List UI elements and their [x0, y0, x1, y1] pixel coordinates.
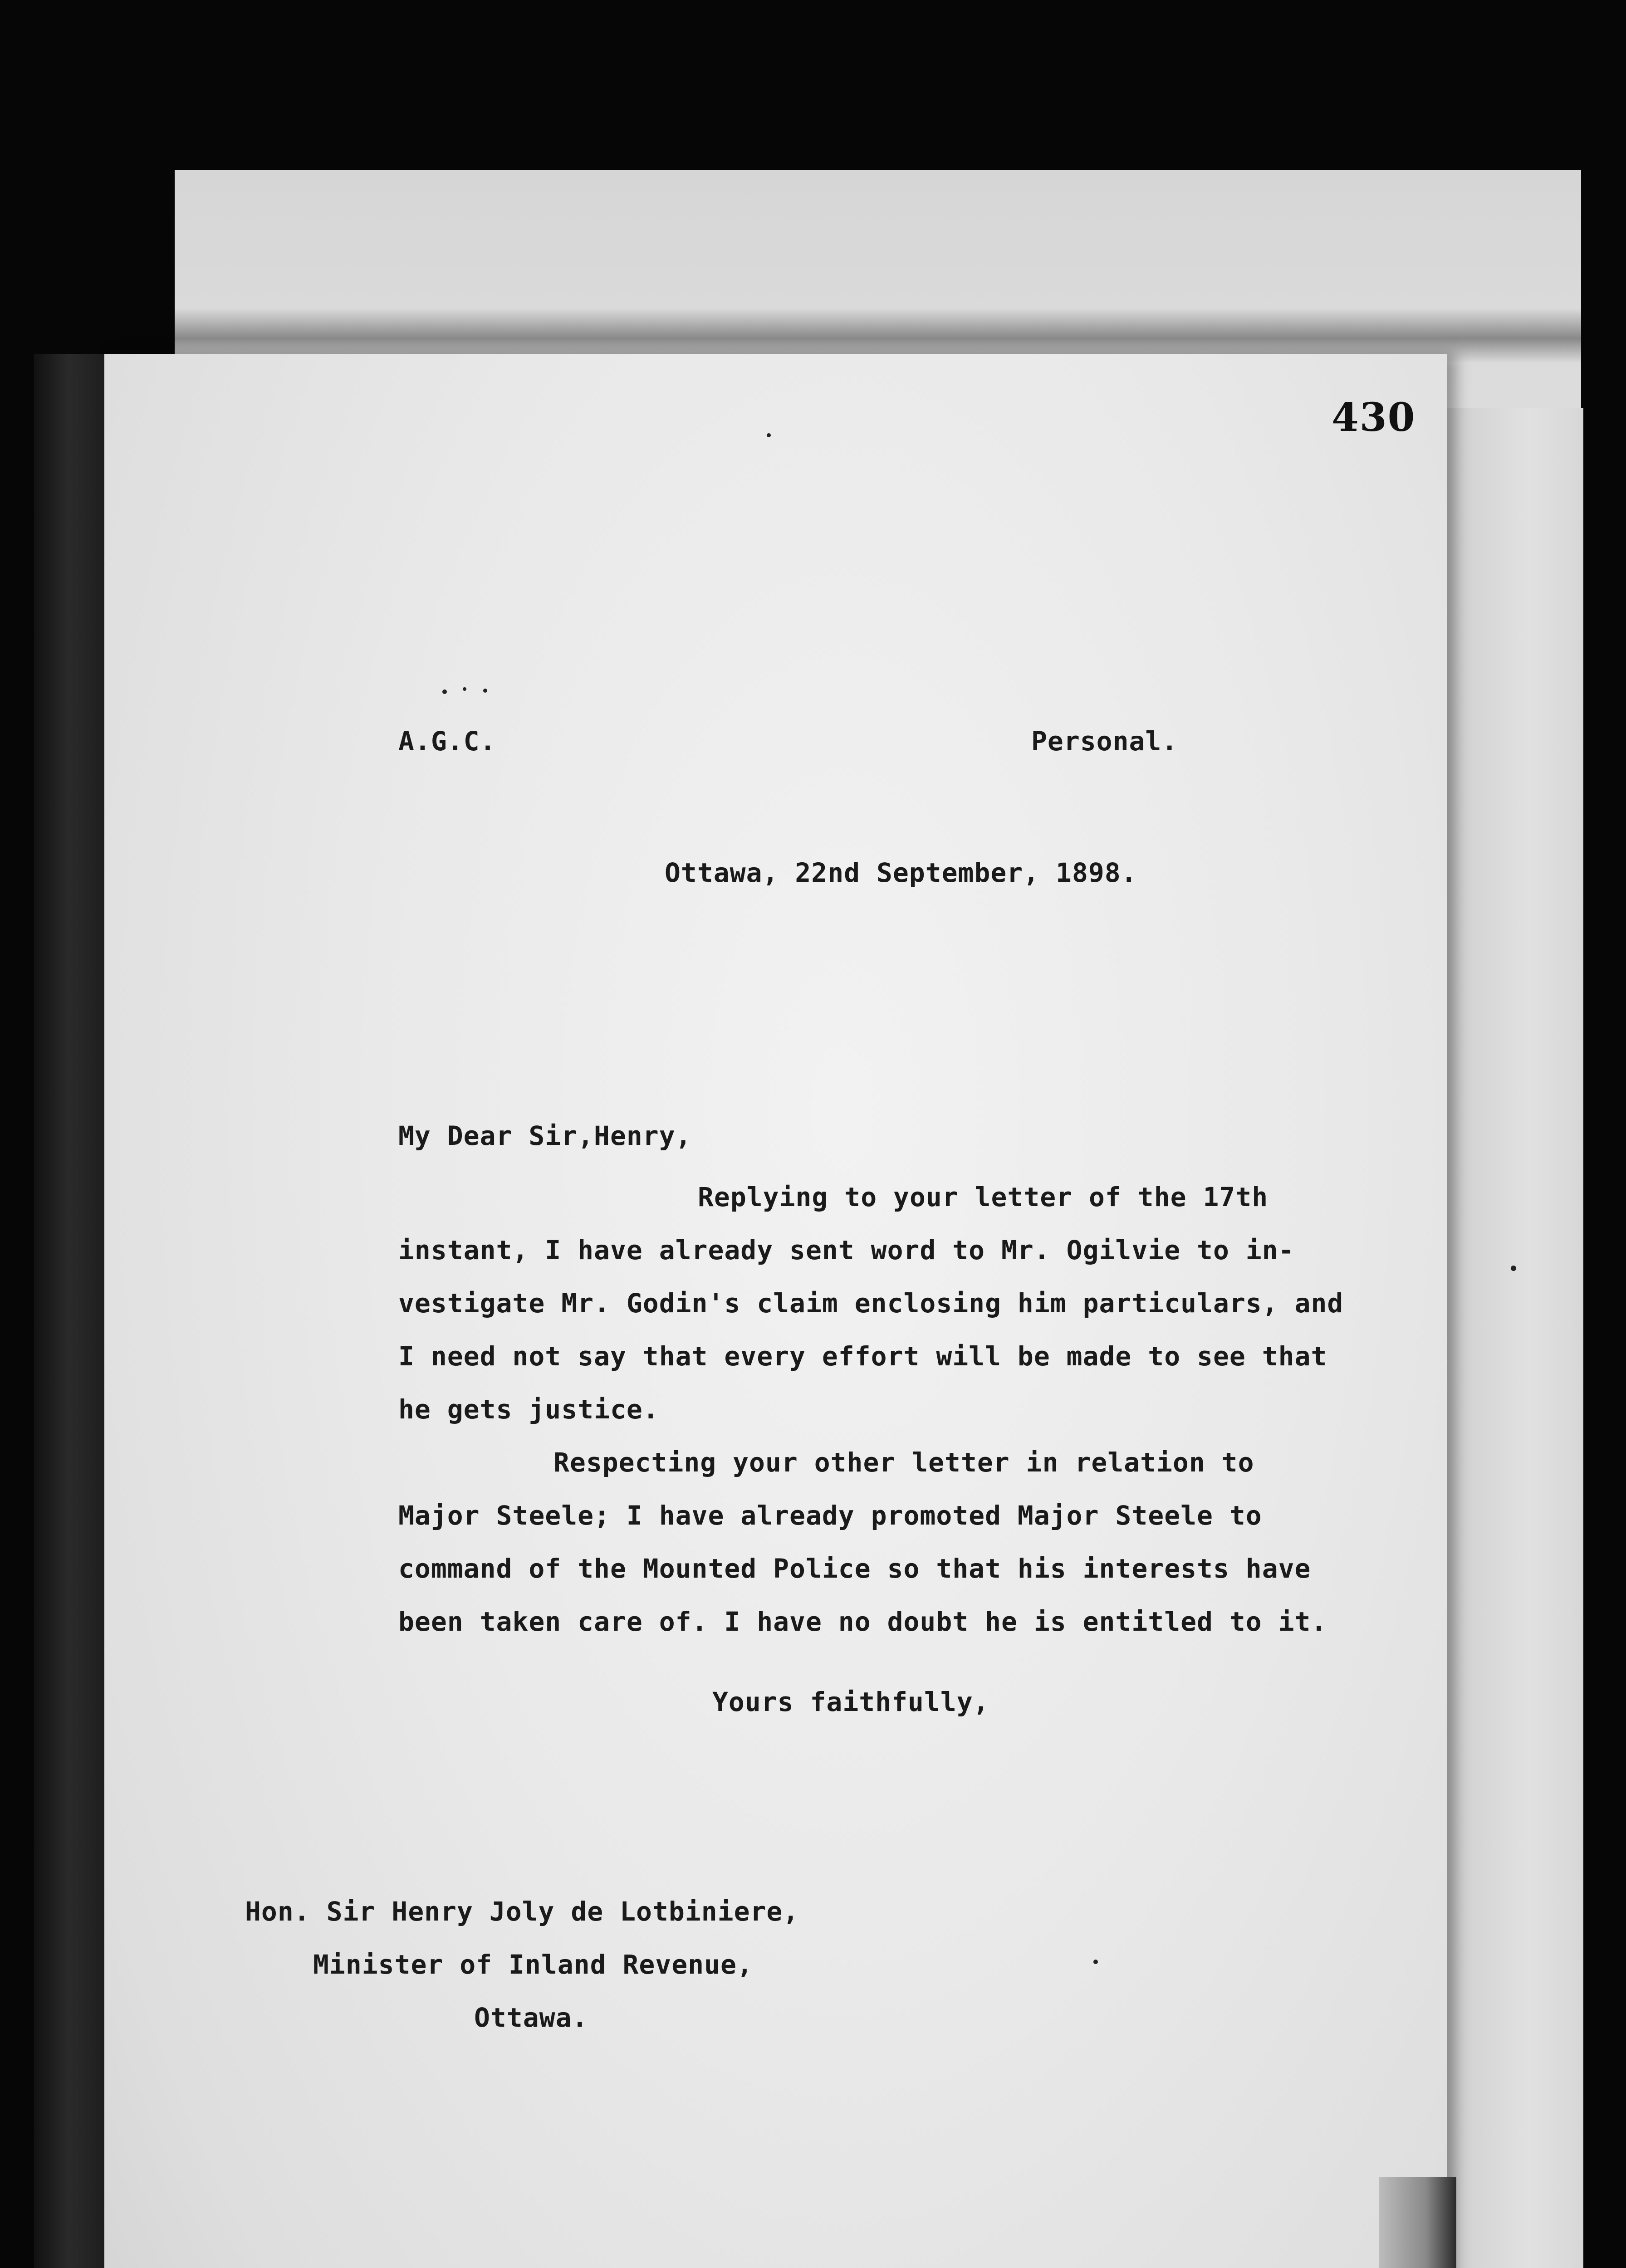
addressee-line: Hon. Sir Henry Joly de Lotbiniere,: [245, 1896, 799, 1927]
dust-speck: [463, 687, 466, 691]
dust-speck: [1511, 1266, 1516, 1271]
back-sheet-right-edge: [1447, 408, 1583, 2268]
body-line: Major Steele; I have already promoted Major Steele to: [398, 1500, 1262, 1531]
page-curl: [1379, 2177, 1456, 2268]
header-marking: Personal.: [1031, 726, 1178, 757]
salutation: My Dear Sir,Henry,: [398, 1120, 692, 1151]
body-line: been taken care of. I have no doubt he is entitled to it.: [398, 1606, 1327, 1637]
header-initials: A.G.C.: [398, 726, 496, 757]
dust-speck: [767, 433, 771, 437]
dust-speck: [442, 689, 447, 694]
body-line: command of the Mounted Police so that his interests have: [398, 1553, 1311, 1584]
addressee-line: Minister of Inland Revenue,: [313, 1949, 753, 1980]
closing: Yours faithfully,: [712, 1686, 989, 1717]
body-line: instant, I have already sent word to Mr. Ogilvie to in-: [398, 1235, 1295, 1266]
body-line: Replying to your letter of the 17th: [698, 1182, 1268, 1212]
body-line: vestigate Mr. Godin's claim enclosing him particulars, and: [398, 1288, 1344, 1319]
body-line: he gets justice.: [398, 1394, 659, 1425]
dust-speck: [483, 689, 487, 693]
body-line: Respecting your other letter in relation to: [553, 1447, 1254, 1478]
page-number: 430: [1332, 395, 1416, 440]
dust-speck: [1093, 1960, 1098, 1964]
dateline: Ottawa, 22nd September, 1898.: [665, 857, 1137, 888]
addressee-line: Ottawa.: [474, 2002, 588, 2033]
body-line: I need not say that every effort will be made to see that: [398, 1341, 1327, 1372]
